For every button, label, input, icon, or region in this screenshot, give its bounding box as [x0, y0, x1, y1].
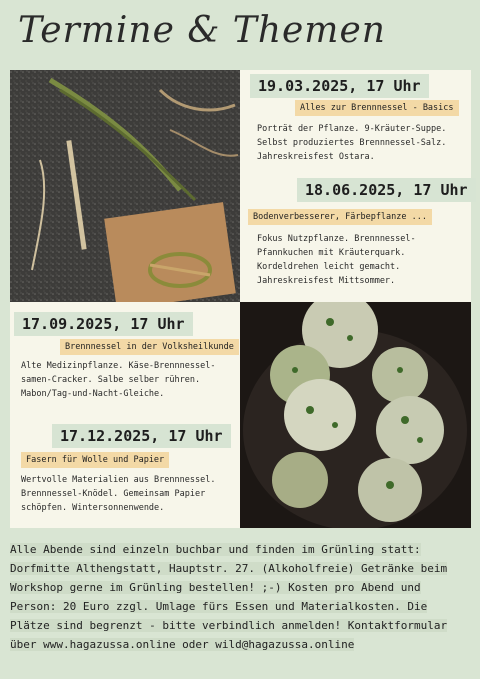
event-date-1: 19.03.2025, 17 Uhr	[250, 74, 429, 98]
event-description-3: Alte Medizinpflanze. Käse-Brennnessel-samen-Cracker. Salbe selber rühren. Mabon/Tag-und-Nacht-Gleiche.	[21, 361, 216, 399]
event-topic-1: Alles zur Brennnessel - Basics	[295, 100, 459, 116]
footer-line-4: Person: 20 Euro zzgl. Umlage fürs Essen und Materialkosten. Die	[10, 600, 428, 613]
photo-nettle-fibers	[10, 70, 240, 302]
footer-line-6: über www.hagazussa.online oder wild@hagazussa.online	[10, 638, 355, 651]
page-title: Termine & Themen	[18, 10, 386, 51]
event-description-4: Wertvolle Materialien aus Brennnessel. Brennnessel-Knödel. Gemeinsam Papier schöpfen. Wintersonnenwende.	[21, 475, 216, 513]
footer-line-5: Plätze sind begrenzt - bitte verbindlich anmelden! Kontaktformular	[10, 619, 448, 632]
event-topic-2: Bodenverbesserer, Färbepflanze ...	[248, 209, 432, 225]
event-date-2: 18.06.2025, 17 Uhr	[297, 178, 476, 202]
footer-info	[10, 540, 472, 654]
event-date-3: 17.09.2025, 17 Uhr	[14, 312, 193, 336]
event-description-1: Porträt der Pflanze. 9-Kräuter-Suppe. Selbst produziertes Brennnessel-Salz. Jahreskreisfest Ostara.	[257, 124, 447, 162]
event-description-2: Fokus Nutzpflanze. Brennnessel-Pfannkuchen mit Kräuterquark. Kordeldrehen leicht gemacht. Jahreskreisfest Mittsommer.	[257, 234, 416, 286]
footer-line-2: Dorfmitte Althengstatt, Hauptstr. 27. (Alkoholfreie) Getränke beim	[10, 562, 448, 575]
event-topic-4: Fasern für Wolle und Papier	[21, 452, 169, 468]
footer-line-1: Alle Abende sind einzeln buchbar und finden im Grünling statt:	[10, 543, 421, 556]
footer-line-3: Workshop gerne im Grünling bestellen! ;-) Kosten pro Abend und	[10, 581, 421, 594]
event-date-4: 17.12.2025, 17 Uhr	[52, 424, 231, 448]
photo-nettle-dumplings	[240, 300, 471, 528]
event-topic-3: Brennnessel in der Volksheilkunde	[60, 339, 239, 355]
